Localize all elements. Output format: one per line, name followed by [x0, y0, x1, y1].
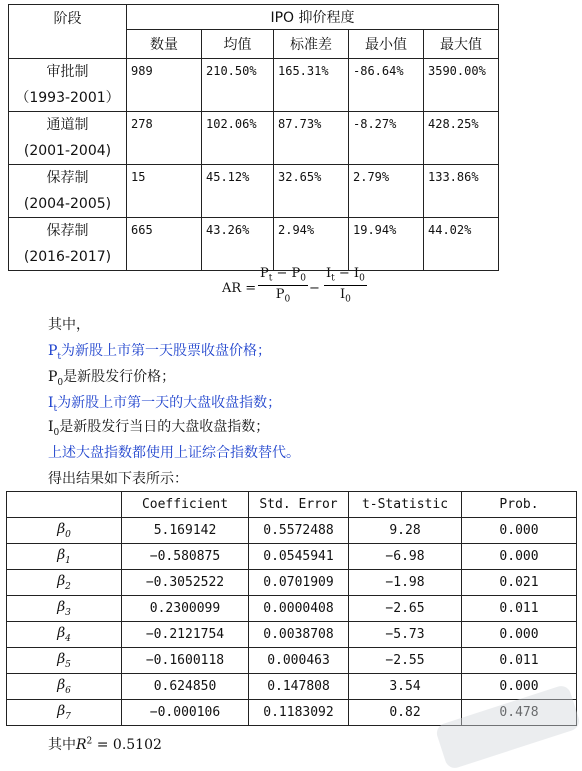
cell: 989	[127, 59, 202, 112]
t-stat-cell: −2.55	[349, 648, 462, 674]
stage-name: 保荐制	[46, 223, 89, 239]
col-header: t-Statistic	[349, 492, 462, 518]
std-error-cell: 0.0000408	[249, 596, 349, 622]
cell: 3590.00%	[424, 59, 499, 112]
std-error-cell: 0.0038708	[249, 622, 349, 648]
notes-intro: 其中，	[48, 317, 90, 333]
variable-label: $\beta_3$	[7, 596, 122, 622]
cell: 210.50%	[202, 59, 274, 112]
cell: 32.65%	[274, 165, 349, 218]
col-header: Coefficient	[122, 492, 249, 518]
stage-header: 阶段	[9, 5, 127, 59]
stage-period: (2001-2004)	[23, 143, 112, 159]
cell: 19.94%	[349, 218, 424, 271]
fraction-numerator: $P_t - P_0$	[260, 266, 307, 284]
col-header: Std. Error	[249, 492, 349, 518]
stage-cell	[9, 218, 127, 271]
table-row	[9, 165, 499, 218]
table-row	[9, 112, 499, 165]
coefficient-cell: 0.2300099	[122, 596, 249, 622]
table-header-row	[7, 492, 577, 518]
cell: 87.73%	[274, 112, 349, 165]
note-it: $I_t$为新股上市第一天的大盘收盘指数；	[48, 395, 282, 414]
prob-cell: 0.011	[462, 596, 577, 622]
r-squared-note: 其中$R^2 = 0.5102$	[48, 736, 162, 753]
t-stat-cell: −1.98	[349, 570, 462, 596]
std-error-cell: 0.1183092	[249, 700, 349, 726]
prob-cell: 0.011	[462, 648, 577, 674]
std-error-cell: 0.147808	[249, 674, 349, 700]
coefficient-cell: −0.1600118	[122, 648, 249, 674]
t-stat-cell: −2.65	[349, 596, 462, 622]
formula-lhs: AR =	[222, 281, 257, 296]
std-error-cell: 0.0701909	[249, 570, 349, 596]
variable-label: $\beta_7$	[7, 700, 122, 726]
table-row	[7, 518, 577, 544]
cell: -86.64%	[349, 59, 424, 112]
variable-label: $\beta_5$	[7, 648, 122, 674]
t-stat-cell: 0.82	[349, 700, 462, 726]
variable-label: $\beta_6$	[7, 674, 122, 700]
regression-table	[6, 491, 577, 726]
variable-label: $\beta_1$	[7, 544, 122, 570]
variable-label: $\beta_0$	[7, 518, 122, 544]
fraction-price	[258, 266, 308, 304]
cell: 102.06%	[202, 112, 274, 165]
prob-cell: 0.021	[462, 570, 577, 596]
note-pt: $P_t$为新股上市第一天股票收盘价格；	[48, 343, 272, 362]
table-row	[7, 674, 577, 700]
cell: -8.27%	[349, 112, 424, 165]
std-error-cell: 0.0545941	[249, 544, 349, 570]
t-stat-cell: 9.28	[349, 518, 462, 544]
cell: 133.86%	[424, 165, 499, 218]
variable-label: $\beta_2$	[7, 570, 122, 596]
prob-cell: 0.000	[462, 622, 577, 648]
cell: 665	[127, 218, 202, 271]
col-header: 均值	[202, 30, 274, 59]
table-row	[9, 59, 499, 112]
coefficient-cell: −0.000106	[122, 700, 249, 726]
std-error-cell: 0.000463	[249, 648, 349, 674]
cell: 44.02%	[424, 218, 499, 271]
stage-period: (2004-2005)	[23, 196, 112, 212]
cell: 43.26%	[202, 218, 274, 271]
fraction-denominator: $I_0$	[339, 286, 351, 305]
coefficient-cell: −0.2121754	[122, 622, 249, 648]
note-p0: $P_0$是新股发行价格；	[48, 369, 176, 388]
table-row	[7, 544, 577, 570]
col-header: 最小值	[349, 30, 424, 59]
stage-name: 审批制	[46, 64, 89, 80]
col-header: Prob.	[462, 492, 577, 518]
std-error-cell: 0.5572488	[249, 518, 349, 544]
coefficient-cell: −0.580875	[122, 544, 249, 570]
cell: 2.79%	[349, 165, 424, 218]
table-row	[7, 596, 577, 622]
fraction-index	[324, 266, 367, 304]
stage-name: 保荐制	[46, 170, 89, 186]
group-header: IPO 抑价程度	[127, 5, 499, 30]
cell: 278	[127, 112, 202, 165]
cell: 15	[127, 165, 202, 218]
t-stat-cell: 3.54	[349, 674, 462, 700]
cell: 428.25%	[424, 112, 499, 165]
coefficient-cell: 5.169142	[122, 518, 249, 544]
coefficient-cell: 0.624850	[122, 674, 249, 700]
prob-cell: 0.478	[462, 700, 577, 726]
col-header: 最大值	[424, 30, 499, 59]
results-intro: 得出结果如下表所示：	[48, 471, 188, 487]
ipo-underpricing-table	[8, 4, 499, 271]
stage-cell	[9, 59, 127, 112]
coefficient-cell: −0.3052522	[122, 570, 249, 596]
note-i0: $I_0$是新股发行当日的大盘收盘指数；	[48, 419, 270, 438]
fraction-denominator: $P_0$	[275, 286, 291, 305]
note-index-substitute: 上述大盘指数都使用上证综合指数替代。	[48, 445, 300, 461]
t-stat-cell: −6.98	[349, 544, 462, 570]
stage-cell	[9, 165, 127, 218]
fraction-numerator: $I_t - I_0$	[326, 266, 365, 284]
variable-label: $\beta_4$	[7, 622, 122, 648]
table-row	[7, 648, 577, 674]
col-header: 标准差	[274, 30, 349, 59]
cell: 165.31%	[274, 59, 349, 112]
t-stat-cell: −5.73	[349, 622, 462, 648]
stage-cell	[9, 112, 127, 165]
stage-name: 通道制	[46, 117, 89, 133]
table-row	[7, 622, 577, 648]
col-header: 数量	[127, 30, 202, 59]
table-row	[9, 218, 499, 271]
formula-minus: −	[309, 281, 320, 296]
prob-cell: 0.000	[462, 518, 577, 544]
prob-cell: 0.000	[462, 544, 577, 570]
cell: 2.94%	[274, 218, 349, 271]
col-header	[7, 492, 122, 518]
stage-period: (2016-2017)	[23, 249, 112, 265]
stage-period: （1993-2001）	[15, 90, 120, 106]
table-row	[7, 570, 577, 596]
prob-cell: 0.000	[462, 674, 577, 700]
cell: 45.12%	[202, 165, 274, 218]
